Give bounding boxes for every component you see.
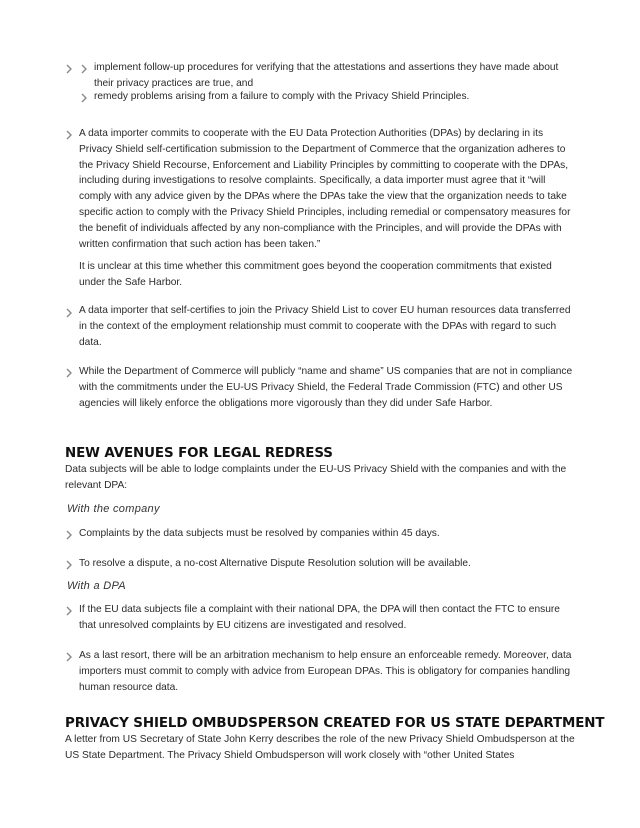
chevron-right-icon bbox=[64, 128, 78, 144]
bullet-text: A data importer commits to cooperate with the EU Data Protection Authorities (DPAs) by declaring in its Privacy Shield self-certification submission to the Department of Commerce that the organization adheres to the Privacy Shield Recourse, Enforcement and Liability Principles by committing to cooperate with the DPAs, including during investigations to resolve complaints. Specifically, a data importer must agree that it “will comply with any advice given by the DPAs where the DPAs take the view that the organization needs to take specific action to comply with the Privacy Shield Principles, including remedial or compensatory measures for the benefit of individuals affected by any non-compliance with the Principles, and will provide the DPAs with written confirmation that such action has been taken.” bbox=[79, 128, 571, 250]
chevron-right-icon bbox=[79, 62, 93, 78]
bullet-text: Complaints by the data subjects must be resolved by companies within 45 days. bbox=[79, 528, 440, 539]
chevron-right-icon bbox=[64, 528, 78, 544]
section-heading: PRIVACY SHIELD OMBUDSPERSON CREATED FOR US STATE DEPARTMENT bbox=[65, 716, 605, 731]
bullet-text: If the EU data subjects file a complaint with their national DPA, the DPA will then contact the FTC to ensure that unresolved complaints by EU citizens are investigated and resolved. bbox=[79, 604, 560, 631]
paragraph: A letter from US Secretary of State John Kerry describes the role of the new Privacy Shield Ombudsperson at the US State Department. The Privacy Shield Ombudsperson will work closely with “other United States bbox=[65, 734, 575, 761]
subheading: With a DPA bbox=[67, 580, 126, 592]
chevron-right-icon bbox=[79, 91, 93, 107]
bullet-text: While the Department of Commerce will publicly “name and shame” US companies that are not in compliance with the commitments under the EU-US Privacy Shield, the Federal Trade Commission (FTC) and other US agencies will likely enforce the obligations more vigorously than they did under Safe Harbor. bbox=[79, 366, 573, 409]
chevron-right-icon bbox=[64, 366, 78, 382]
chevron-right-icon bbox=[64, 650, 78, 666]
paragraph: Data subjects will be able to lodge complaints under the EU-US Privacy Shield with the companies and with the relevant DPA: bbox=[65, 464, 567, 491]
chevron-right-icon bbox=[64, 558, 78, 574]
bullet-text: implement follow-up procedures for verifying that the attestations and assertions they have made about their privacy practices are true, and bbox=[94, 62, 559, 89]
paragraph: It is unclear at this time whether this commitment goes beyond the cooperation commitments that existed under the Safe Harbor. bbox=[79, 261, 552, 288]
subheading: With the company bbox=[67, 503, 160, 515]
bullet-text: remedy problems arising from a failure to comply with the Privacy Shield Principles. bbox=[94, 91, 470, 102]
chevron-right-icon bbox=[64, 604, 78, 620]
chevron-right-icon bbox=[64, 62, 78, 78]
bullet-text: As a last resort, there will be an arbitration mechanism to help ensure an enforceable remedy. Moreover, data importers must commit to comply with advice from European DPAs. This is obligatory for companies handling human resource data. bbox=[79, 650, 572, 693]
section-heading: NEW AVENUES FOR LEGAL REDRESS bbox=[65, 446, 333, 461]
bullet-text: A data importer that self-certifies to join the Privacy Shield List to cover EU human resources data transferred in the context of the employment relationship must commit to cooperate with the DPAs with regard to such data. bbox=[79, 305, 571, 348]
bullet-text: To resolve a dispute, a no-cost Alternative Dispute Resolution solution will be available. bbox=[79, 558, 471, 569]
chevron-right-icon bbox=[64, 306, 78, 322]
